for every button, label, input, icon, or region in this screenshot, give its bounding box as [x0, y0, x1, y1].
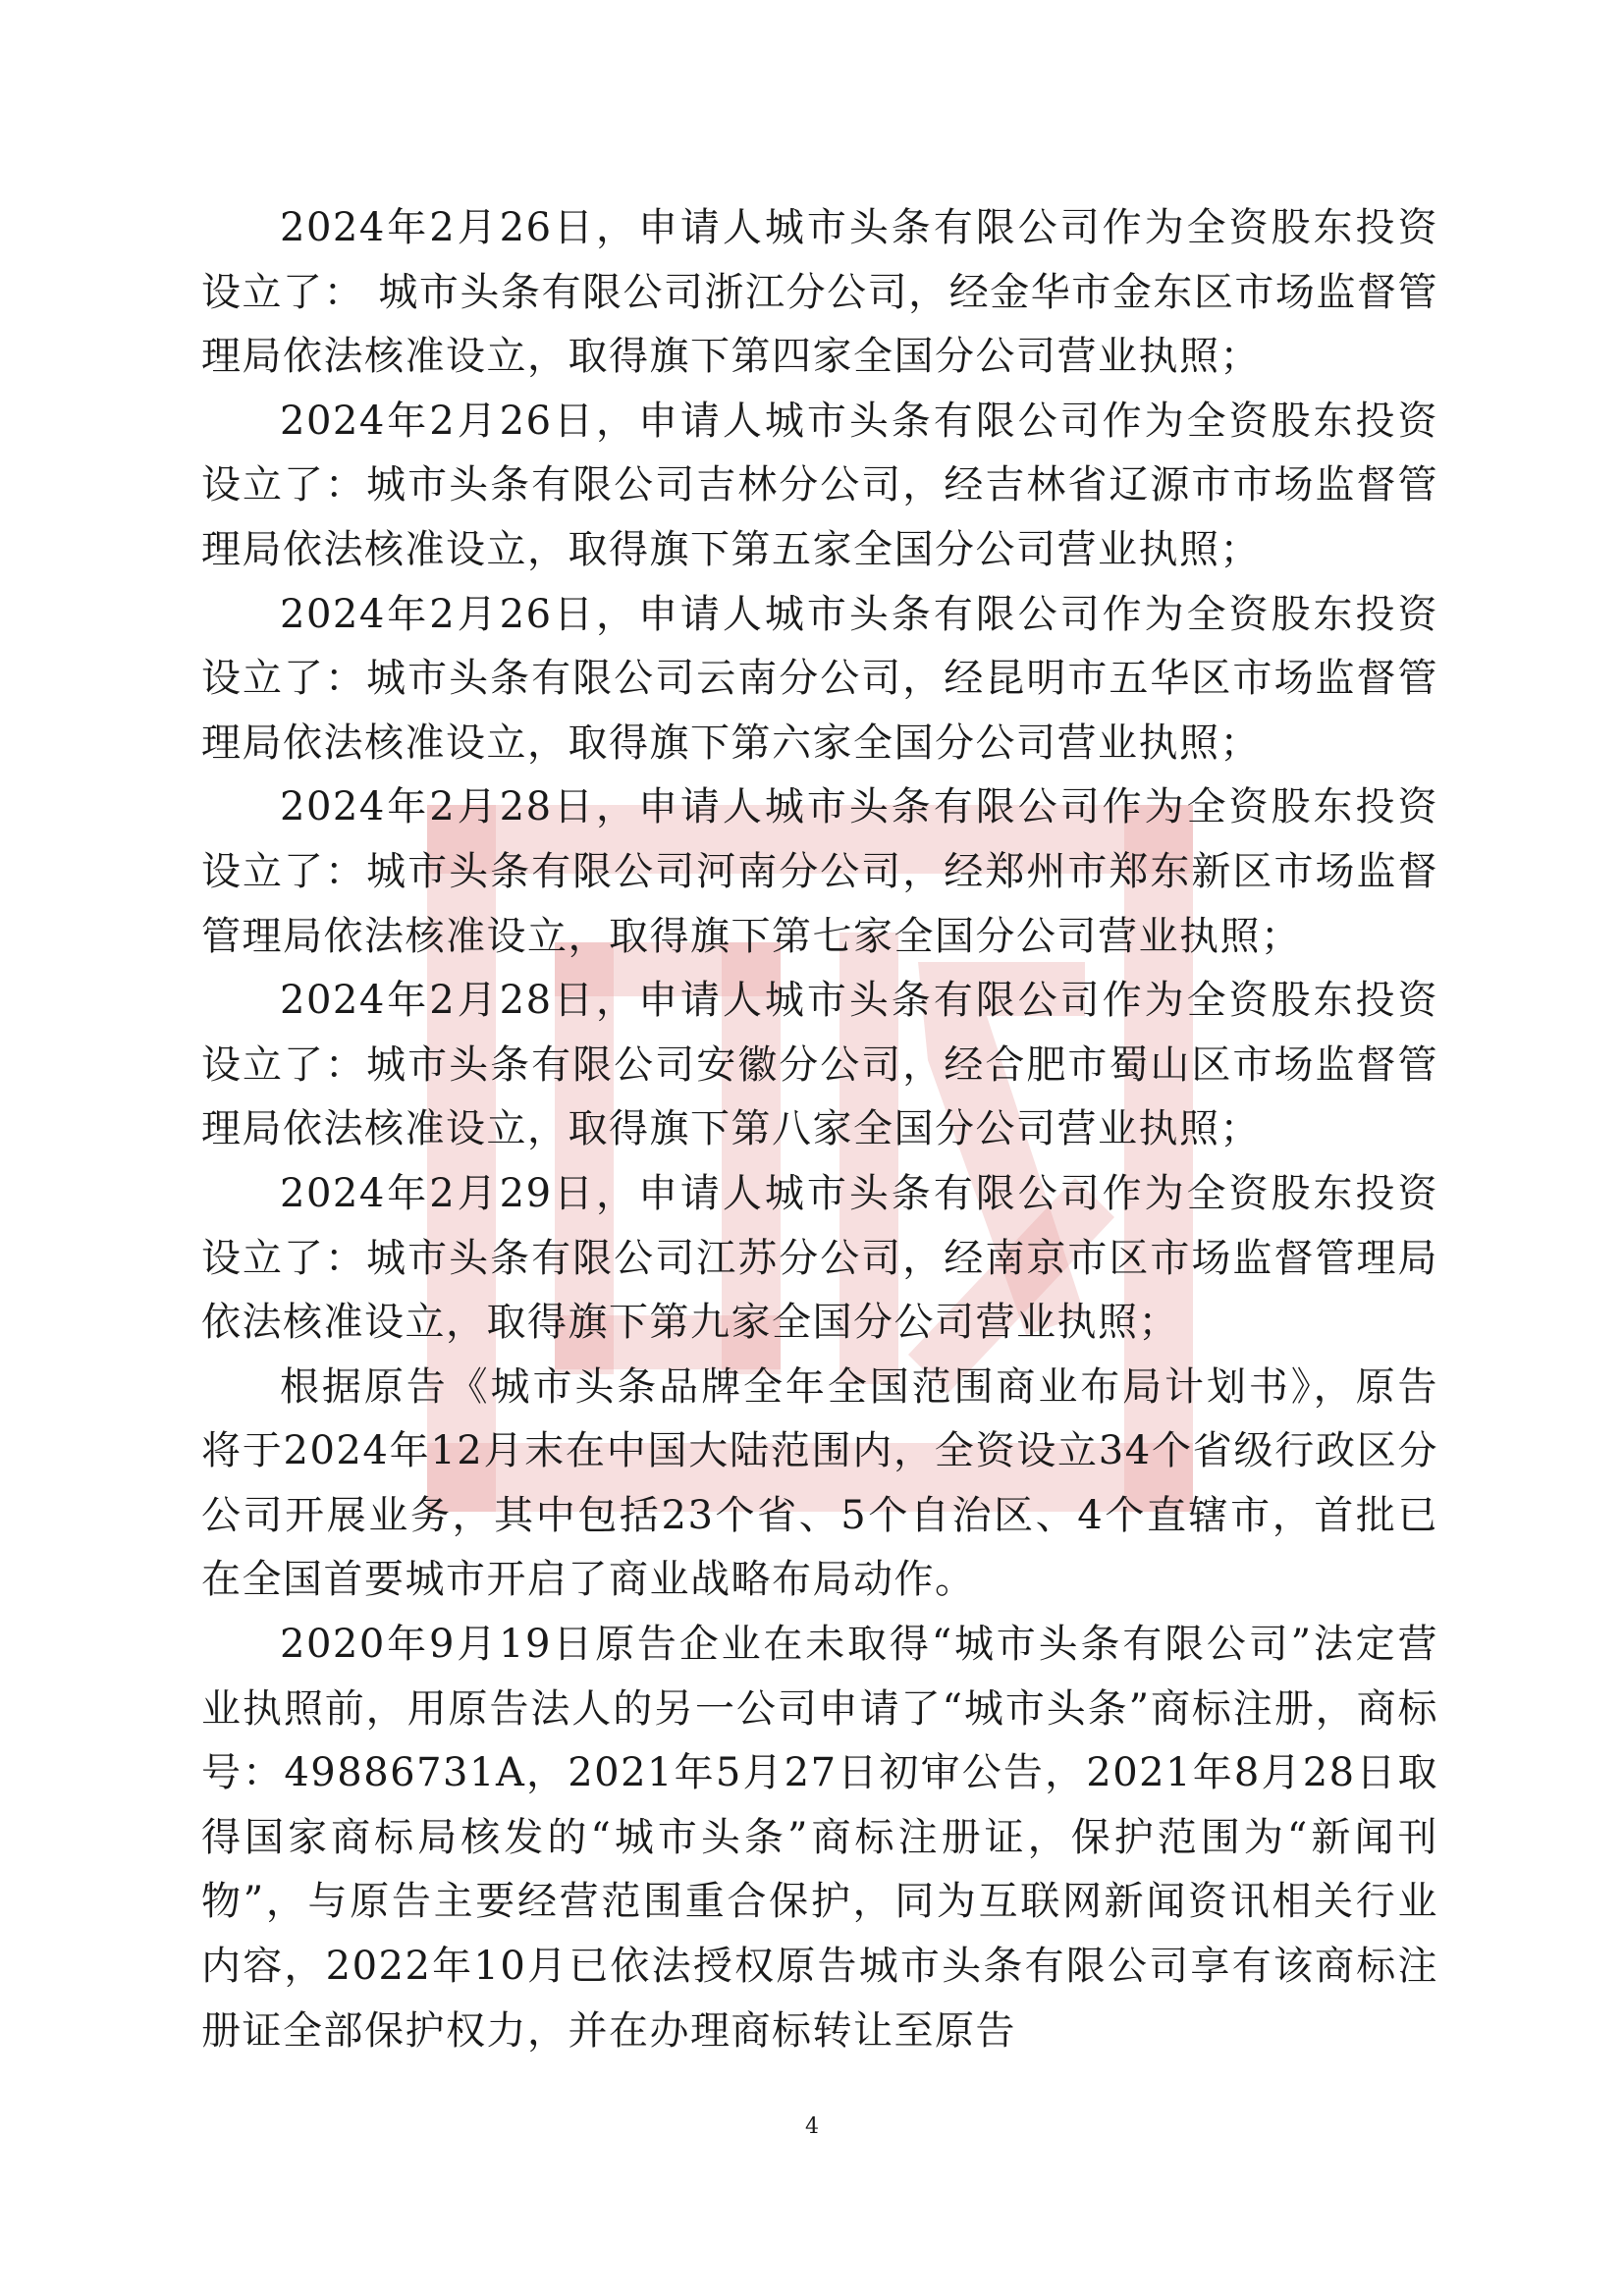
paragraph-trademark: 2020年9月19日原告企业在未取得“城市头条有限公司”法定营业执照前，用原告法人的另一公司申请了“城市头条”商标注册，商标号：49886731A，2021年5月27日初审公告，2021年8月28日取得国家商标局核发的“城市头条”商标注册证，保护范围为“新闻刊物”，与原告主要经营范围重合保护，同为互联网新闻资讯相关行业内容，2022年10月已依法授权原告城市头条有限公司享有该商标注册证全部保护权力，并在办理商标转让至原告: [201, 1622, 1438, 2054]
paragraph-jilin-branch: 2024年2月26日，申请人城市头条有限公司作为全资股东投资设立了：城市头条有限公司吉林分公司，经吉林省辽源市市场监督管理局依法核准设立，取得旗下第五家全国分公司营业执照；: [201, 398, 1438, 572]
paragraph-zhejiang-branch: 2024年2月26日，申请人城市头条有限公司作为全资股东投资设立了： 城市头条有限公司浙江分公司，经金华市金东区市场监督管理局依法核准设立，取得旗下第四家全国分公司营业执照；: [201, 205, 1438, 380]
page-number: 4: [805, 2114, 819, 2139]
paragraph-henan-branch: 2024年2月28日，申请人城市头条有限公司作为全资股东投资设立了：城市头条有限公司河南分公司，经郑州市郑东新区市场监督管理局依法核准设立，取得旗下第七家全国分公司营业执照；: [201, 784, 1438, 959]
paragraph-jiangsu-branch: 2024年2月29日，申请人城市头条有限公司作为全资股东投资设立了：城市头条有限公司江苏分公司，经南京市区市场监督管理局依法核准设立，取得旗下第九家全国分公司营业执照；: [201, 1170, 1438, 1346]
document-body: [201, 196, 1438, 2063]
paragraph-yunnan-branch: 2024年2月26日，申请人城市头条有限公司作为全资股东投资设立了：城市头条有限公司云南分公司，经昆明市五华区市场监督管理局依法核准设立，取得旗下第六家全国分公司营业执照；: [201, 591, 1438, 766]
paragraph-business-plan: 根据原告《城市头条品牌全年全国范围商业布局计划书》，原告将于2024年12月末在中国大陆范围内，全资设立34个省级行政区分公司开展业务，其中包括23个省、5个自治区、4个直辖市，首批已在全国首要城市开启了商业战略布局动作。: [201, 1363, 1438, 1603]
paragraph-anhui-branch: 2024年2月28日，申请人城市头条有限公司作为全资股东投资设立了：城市头条有限公司安徽分公司，经合肥市蜀山区市场监督管理局依法核准设立，取得旗下第八家全国分公司营业执照；: [201, 978, 1438, 1152]
